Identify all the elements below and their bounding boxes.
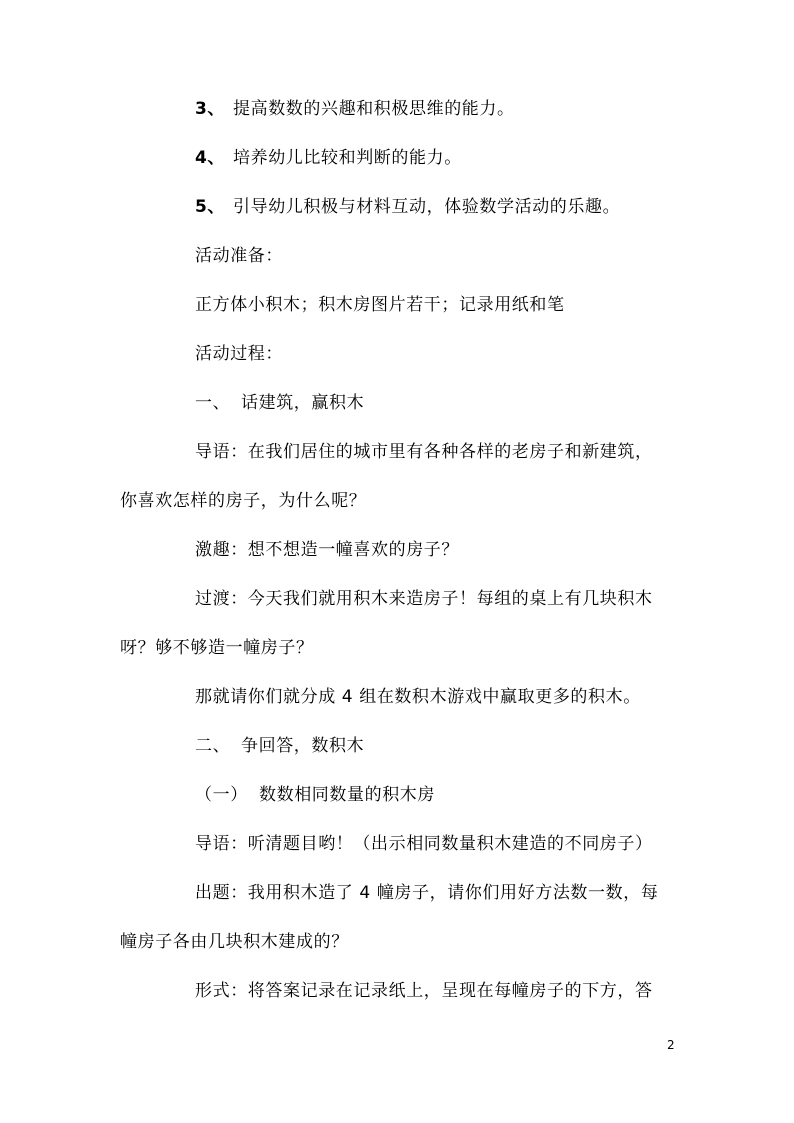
paragraph-guide: 导语：听清题目哟！（出示相同数量积木建造的不同房子）: [195, 834, 653, 854]
sub-step-number: （一）: [195, 785, 248, 805]
paragraph-intro-line-1: 导语：在我们居住的城市里有各种各样的老房子和新建筑，: [195, 442, 653, 462]
line-text: 提高数数的兴趣和积极思维的能力。: [233, 99, 515, 119]
step-heading-1: [195, 392, 364, 414]
sub-step-heading-1: [195, 784, 435, 806]
step-number: 一、: [195, 393, 231, 413]
list-number: 4、: [195, 148, 226, 168]
paragraph-question-line-2: 幢房子各由几块积木建成的？: [120, 932, 349, 952]
section-heading-process: 活动过程：: [195, 344, 283, 364]
objective-5: [195, 196, 620, 218]
line-text: 引导幼儿积极与材料互动，体验数学活动的乐趣。: [233, 197, 621, 217]
paragraph-transition-line-1: 过渡：今天我们就用积木来造房子！每组的桌上有几块积木: [195, 589, 653, 609]
line-text: 话建筑，赢积木: [241, 393, 365, 413]
paragraph-transition-line-2: 呀？够不够造一幢房子？: [120, 638, 314, 658]
line-text: 数数相同数量的积木房: [259, 785, 435, 805]
list-number: 5、: [195, 197, 226, 217]
objective-3: [195, 98, 515, 120]
paragraph-groups: 那就请你们就分成 4 组在数积木游戏中赢取更多的积木。: [195, 687, 641, 707]
paragraph-question-line-1: 出题：我用积木造了 4 幢房子，请你们用好方法数一数，每: [195, 883, 659, 903]
paragraph-intro-line-2: 你喜欢怎样的房子，为什么呢？: [120, 491, 367, 511]
line-text: 争回答，数积木: [241, 736, 365, 756]
paragraph-format: 形式：将答案记录在记录纸上，呈现在每幢房子的下方，答: [195, 981, 653, 1001]
list-number: 3、: [195, 99, 226, 119]
step-heading-2: [195, 735, 364, 757]
step-number: 二、: [195, 736, 231, 756]
materials-line: 正方体小积木；积木房图片若干；记录用纸和笔: [195, 295, 565, 315]
paragraph-motivate: 激趣：想不想造一幢喜欢的房子？: [195, 540, 459, 560]
page-number: 2: [667, 1038, 675, 1052]
line-text: 培养幼儿比较和判断的能力。: [233, 148, 462, 168]
objective-4: [195, 147, 462, 169]
section-heading-preparation: 活动准备：: [195, 246, 283, 266]
